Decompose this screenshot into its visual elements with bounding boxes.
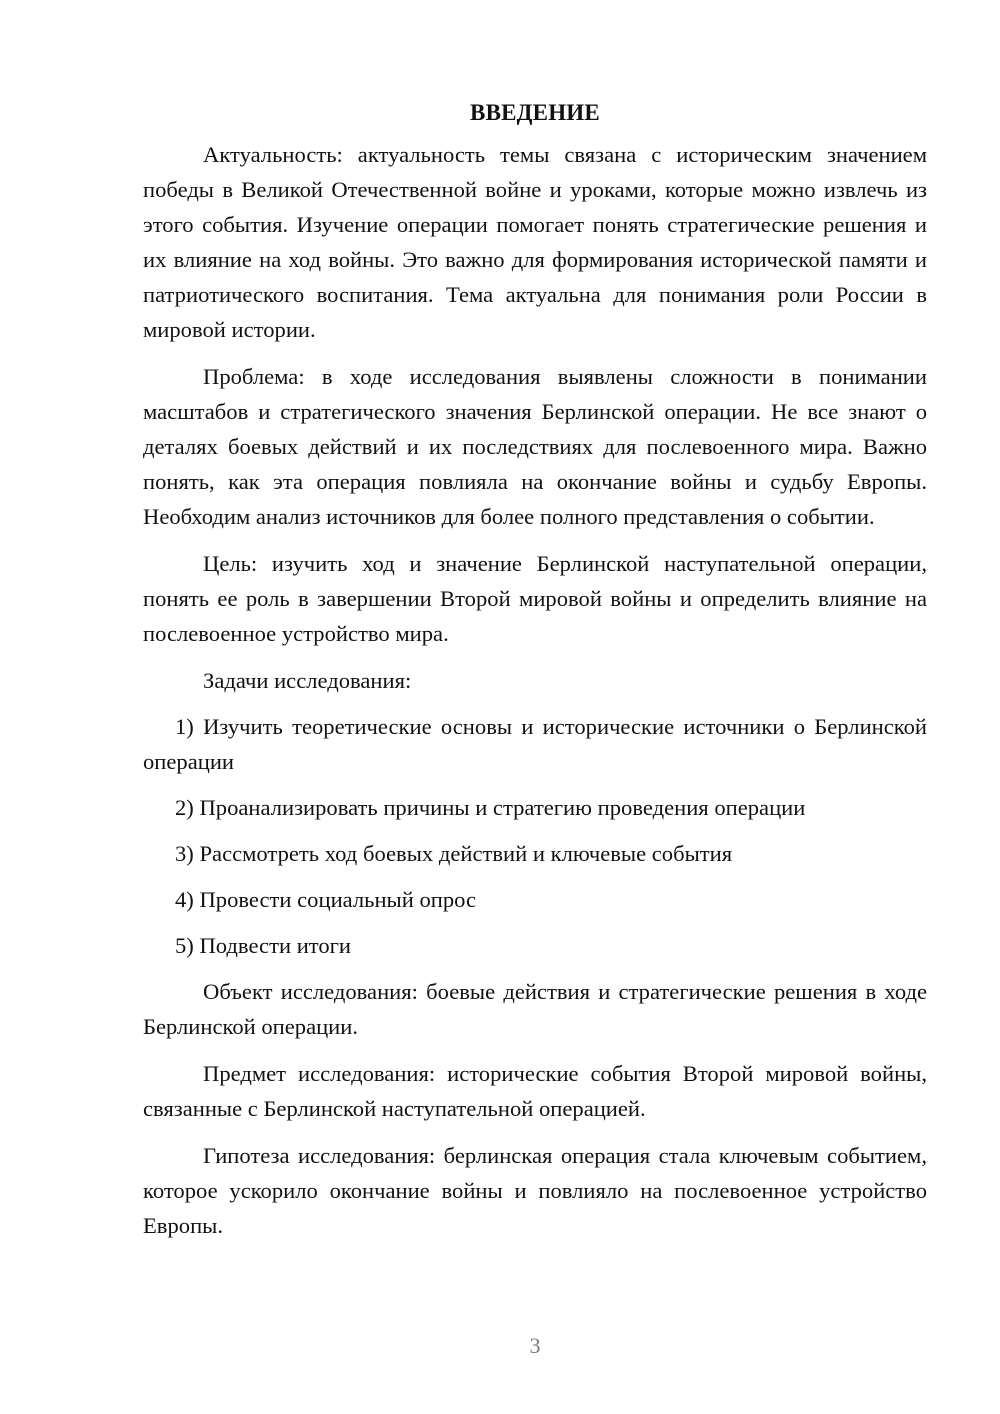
page-content: [143, 96, 927, 1255]
task-item-3: 3) Рассмотреть ход боевых действий и ключевые события: [175, 841, 733, 866]
goal-paragraph: Цель: изучить ход и значение Берлинской наступательной операции, понять ее роль в завершении Второй мировой войны и определить влияние на послевоенное устройство мира.: [143, 551, 927, 646]
task-item-1: 1) Изучить теоретические основы и исторические источники о Берлинской операции: [143, 714, 927, 774]
relevance-paragraph: Актуальность: актуальность темы связана с историческим значением победы в Великой Отечественной войне и уроками, которые можно извлечь из этого события. Изучение операции помогает понять стратегические решения и их влияние на ход войны. Это важно для формирования исторической памяти и патриотического воспитания. Тема актуальна для понимания роли России в мировой истории.: [143, 142, 927, 342]
task-item-5: 5) Подвести итоги: [175, 933, 352, 958]
tasks-heading: Задачи исследования:: [203, 668, 412, 693]
task-item-2: 2) Проанализировать причины и стратегию проведения операции: [175, 795, 806, 820]
problem-paragraph: Проблема: в ходе исследования выявлены сложности в понимании масштабов и стратегического значения Берлинской операции. Не все знают о деталях боевых действий и их последствиях для послевоенного мира. Важно понять, как эта операция повлияла на окончание войны и судьбу Европы. Необходим анализ источников для более полного представления о событии.: [143, 364, 927, 529]
object-paragraph: Объект исследования: боевые действия и стратегические решения в ходе Берлинской операции.: [143, 979, 927, 1039]
task-item-4: 4) Провести социальный опрос: [175, 887, 477, 912]
tasks-list: [143, 709, 927, 963]
page-title: ВВЕДЕНИЕ: [470, 100, 600, 125]
page-number: 3: [529, 1333, 541, 1358]
subject-paragraph: Предмет исследования: исторические события Второй мировой войны, связанные с Берлинской наступательной операцией.: [143, 1061, 927, 1121]
hypothesis-paragraph: Гипотеза исследования: берлинская операция стала ключевым событием, которое ускорило окончание войны и повлияло на послевоенное устройство Европы.: [143, 1143, 927, 1238]
